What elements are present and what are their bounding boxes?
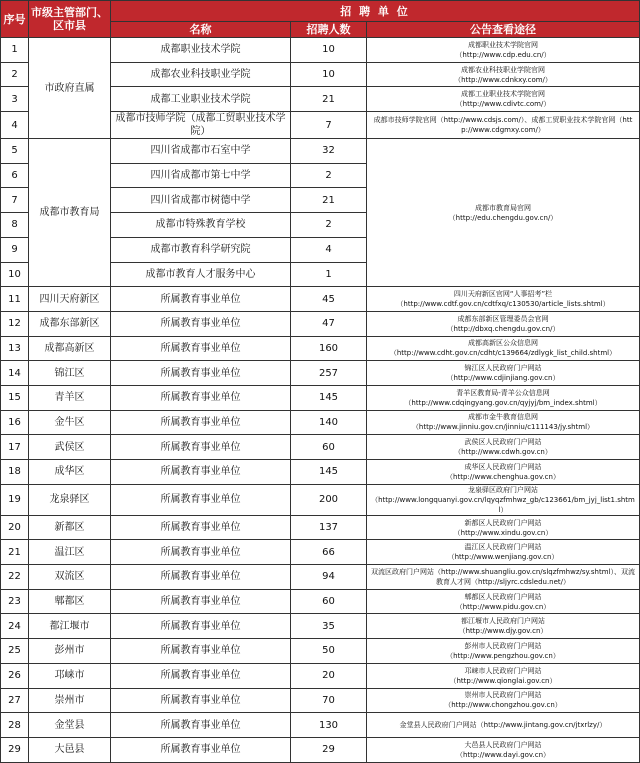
recruit-count: 21 [291,188,367,213]
recruit-count: 4 [291,237,367,262]
row-index: 24 [1,614,29,639]
dept-cell: 金堂县 [29,713,111,738]
recruit-count: 10 [291,62,367,87]
col-header-via: 公告查看途径 [367,22,640,38]
row-index: 10 [1,262,29,287]
table-row [1,361,640,386]
table-body [1,38,640,763]
row-index: 28 [1,713,29,738]
row-index: 29 [1,737,29,762]
unit-name: 四川省成都市石室中学 [111,139,291,164]
table-row [1,713,640,738]
notice-via: 成都农业科技职业学院官网 （http://www.cdnkxy.com/） [367,62,640,87]
dept-cell: 青羊区 [29,385,111,410]
unit-name: 所属教育事业单位 [111,589,291,614]
notice-via: 成都市金牛教育信息网 （http://www.jinniu.gov.cn/jinniu/c111143/jy.shtml） [367,410,640,435]
table-row [1,287,640,312]
notice-via: 成都工业职业技术学院官网 （http://www.cdivtc.com/） [367,87,640,112]
unit-name: 成都工业职业技术学院 [111,87,291,112]
col-header-count: 招聘人数 [291,22,367,38]
recruit-count: 1 [291,262,367,287]
notice-via: 邛崃市人民政府门户网站 （http://www.qionglai.gov.cn） [367,663,640,688]
unit-name: 成都市教育人才服务中心 [111,262,291,287]
notice-via: 温江区人民政府门户网站 （http://www.wenjiang.gov.cn） [367,540,640,565]
notice-via: 彭州市人民政府门户网站 （http://www.pengzhou.gov.cn） [367,639,640,664]
col-header-index: 序号 [1,1,29,38]
row-index: 8 [1,213,29,238]
notice-via: 武侯区人民政府门户网站 （http://www.cdwh.gov.cn） [367,435,640,460]
table-row [1,688,640,713]
unit-name: 成都市技师学院（成都工贸职业技术学院） [111,112,291,139]
table-row [1,515,640,540]
dept-cell: 新都区 [29,515,111,540]
table-row [1,435,640,460]
unit-name: 四川省成都市树德中学 [111,188,291,213]
unit-name: 所属教育事业单位 [111,713,291,738]
notice-via: 锦江区人民政府门户网站 （http://www.cdjinjiang.gov.cn） [367,361,640,386]
recruit-count: 60 [291,435,367,460]
row-index: 25 [1,639,29,664]
dept-cell: 四川天府新区 [29,287,111,312]
table-row [1,336,640,361]
recruit-count: 137 [291,515,367,540]
dept-cell: 温江区 [29,540,111,565]
unit-name: 所属教育事业单位 [111,688,291,713]
recruit-count: 45 [291,287,367,312]
row-index: 4 [1,112,29,139]
dept-cell: 都江堰市 [29,614,111,639]
table-row [1,38,640,63]
recruit-count: 140 [291,410,367,435]
dept-cell: 锦江区 [29,361,111,386]
unit-name: 所属教育事业单位 [111,540,291,565]
dept-cell: 成都高新区 [29,336,111,361]
row-index: 11 [1,287,29,312]
unit-name: 所属教育事业单位 [111,361,291,386]
table-row [1,385,640,410]
table-row [1,737,640,762]
unit-name: 所属教育事业单位 [111,410,291,435]
recruit-count: 21 [291,87,367,112]
row-index: 22 [1,565,29,590]
dept-cell: 大邑县 [29,737,111,762]
unit-name: 所属教育事业单位 [111,385,291,410]
recruit-count: 70 [291,688,367,713]
dept-cell: 彭州市 [29,639,111,664]
recruit-count: 257 [291,361,367,386]
unit-name: 成都市特殊教育学校 [111,213,291,238]
row-index: 9 [1,237,29,262]
recruit-count: 145 [291,460,367,485]
row-index: 3 [1,87,29,112]
row-index: 7 [1,188,29,213]
recruit-count: 10 [291,38,367,63]
recruit-count: 2 [291,213,367,238]
row-index: 14 [1,361,29,386]
recruit-count: 94 [291,565,367,590]
dept-cell: 双流区 [29,565,111,590]
table-row [1,139,640,164]
dept-cell-municipal: 市政府直属 [29,38,111,139]
notice-via: 成华区人民政府门户网站 （http://www.chenghua.gov.cn） [367,460,640,485]
recruit-count: 130 [291,713,367,738]
unit-name: 所属教育事业单位 [111,515,291,540]
notice-via: 郫都区人民政府门户网站 （http://www.pidu.gov.cn） [367,589,640,614]
table-row [1,460,640,485]
group-header-recruiting-units: 招 聘 单 位 [111,1,640,22]
unit-name: 所属教育事业单位 [111,336,291,361]
recruit-count: 35 [291,614,367,639]
notice-via: 都江堰市人民政府门户网站 （http://www.djy.gov.cn） [367,614,640,639]
row-index: 12 [1,311,29,336]
recruit-count: 2 [291,163,367,188]
unit-name: 所属教育事业单位 [111,639,291,664]
notice-via: 四川天府新区官网“人事招考”栏 （http://www.cdtf.gov.cn/cdtfxq/c130530/article_lists.shtml） [367,287,640,312]
table-row [1,639,640,664]
dept-cell-education: 成都市教育局 [29,139,111,287]
notice-via: 成都市技师学院官网（http://www.cdsjs.com/）、成都工贸职业技术学院官网（http://www.cdgmxy.com/） [367,112,640,139]
recruit-count: 47 [291,311,367,336]
row-index: 21 [1,540,29,565]
unit-name: 所属教育事业单位 [111,460,291,485]
dept-cell: 金牛区 [29,410,111,435]
notice-via: 青羊区教育局-青羊公众信息网 （http://www.cdqingyang.gov.cn/qyjyj/bm_index.shtml） [367,385,640,410]
row-index: 23 [1,589,29,614]
table-row [1,311,640,336]
row-index: 17 [1,435,29,460]
unit-name: 所属教育事业单位 [111,614,291,639]
unit-name: 所属教育事业单位 [111,484,291,515]
recruit-count: 20 [291,663,367,688]
recruit-count: 60 [291,589,367,614]
table-row [1,589,640,614]
notice-via: 大邑县人民政府门户网站 （http://www.dayi.gov.cn） [367,737,640,762]
table-row [1,663,640,688]
notice-via: 成都职业技术学院官网 （http://www.cdp.edu.cn/） [367,38,640,63]
row-index: 26 [1,663,29,688]
row-index: 2 [1,62,29,87]
row-index: 5 [1,139,29,164]
unit-name: 四川省成都市第七中学 [111,163,291,188]
dept-cell: 崇州市 [29,688,111,713]
recruit-count: 32 [291,139,367,164]
table-row [1,565,640,590]
notice-via: 龙泉驿区政府门户网站 （http://www.longquanyi.gov.cn/lqyqzfmhwz_gb/c123661/bm_jyj_list1.shtml） [367,484,640,515]
table-row [1,410,640,435]
recruit-count: 145 [291,385,367,410]
dept-cell: 郫都区 [29,589,111,614]
unit-name: 所属教育事业单位 [111,663,291,688]
unit-name: 所属教育事业单位 [111,311,291,336]
row-index: 13 [1,336,29,361]
unit-name: 所属教育事业单位 [111,737,291,762]
dept-cell: 成华区 [29,460,111,485]
notice-via: 金堂县人民政府门户网站（http://www.jintang.gov.cn/jtxrlzy/） [367,713,640,738]
row-index: 1 [1,38,29,63]
recruit-count: 7 [291,112,367,139]
unit-name: 成都职业技术学院 [111,38,291,63]
table-row [1,614,640,639]
notice-via: 崇州市人民政府门户网站 （http://www.chongzhou.gov.cn） [367,688,640,713]
row-index: 18 [1,460,29,485]
row-index: 20 [1,515,29,540]
unit-name: 成都市教育科学研究院 [111,237,291,262]
table-row [1,540,640,565]
unit-name: 成都农业科技职业学院 [111,62,291,87]
recruit-count: 66 [291,540,367,565]
dept-cell: 武侯区 [29,435,111,460]
col-header-dept: 市级主管部门、区市县 [29,1,111,38]
dept-cell: 龙泉驿区 [29,484,111,515]
recruit-count: 200 [291,484,367,515]
recruit-count: 29 [291,737,367,762]
row-index: 15 [1,385,29,410]
row-index: 16 [1,410,29,435]
notice-via: 成都高新区公众信息网 （http://www.cdht.gov.cn/cdht/c139664/zdlygk_list_child.shtml） [367,336,640,361]
unit-name: 所属教育事业单位 [111,287,291,312]
notice-via: 成都东部新区管理委员会官网 （http://dbxq.chengdu.gov.cn/） [367,311,640,336]
row-index: 19 [1,484,29,515]
notice-via: 双流区政府门户网站（http://www.shuangliu.gov.cn/slqzfmhwz/sy.shtml）、双流教育人才网（http://sljyrc.cdsledu.net/） [367,565,640,590]
unit-name: 所属教育事业单位 [111,435,291,460]
unit-name: 所属教育事业单位 [111,565,291,590]
recruit-count: 50 [291,639,367,664]
dept-cell: 成都东部新区 [29,311,111,336]
dept-cell: 邛崃市 [29,663,111,688]
table-row [1,484,640,515]
notice-via-education: 成都市教育局官网 （http://edu.chengdu.gov.cn/） [367,139,640,287]
recruit-count: 160 [291,336,367,361]
col-header-name: 名称 [111,22,291,38]
row-index: 6 [1,163,29,188]
notice-via: 新都区人民政府门户网站 （http://www.xindu.gov.cn） [367,515,640,540]
row-index: 27 [1,688,29,713]
